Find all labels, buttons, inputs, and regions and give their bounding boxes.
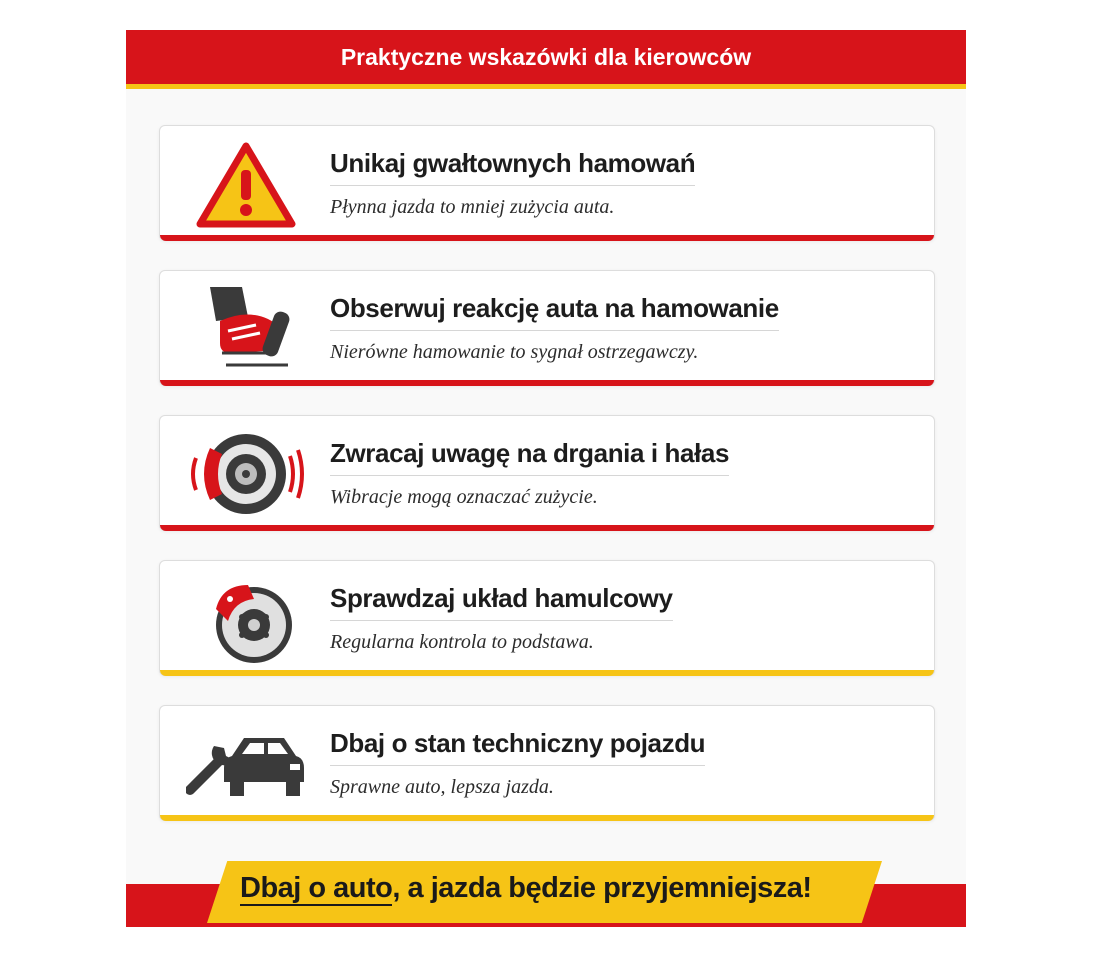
warning-triangle-icon <box>186 136 306 230</box>
footer-slogan-rest: , a jazda będzie przyjemniejsza! <box>392 872 812 904</box>
tip-card-technical-condition <box>159 705 935 821</box>
tip-card-avoid-hard-braking <box>159 125 935 241</box>
car-wrench-icon <box>186 716 306 810</box>
card-accent-bar <box>160 815 934 821</box>
tip-subtitle: Płynna jazda to mniej zużycia auta. <box>330 196 615 218</box>
card-accent-bar <box>160 235 934 241</box>
tip-subtitle: Wibracje mogą oznaczać zużycie. <box>330 486 598 508</box>
header-banner <box>126 30 966 84</box>
footer-slogan <box>240 872 812 905</box>
card-accent-bar <box>160 380 934 386</box>
tip-card-check-brakes <box>159 560 935 676</box>
card-accent-bar <box>160 670 934 676</box>
tip-title: Dbaj o stan techniczny pojazdu <box>330 728 705 766</box>
tip-subtitle: Regularna kontrola to podstawa. <box>330 631 594 653</box>
header-title: Praktyczne wskazówki dla kierowców <box>340 43 752 70</box>
tip-subtitle: Nierówne hamowanie to sygnał ostrzegawczy. <box>330 341 699 363</box>
card-accent-bar <box>160 525 934 531</box>
vibrating-brake-disc-icon <box>186 426 306 520</box>
foot-on-brake-pedal-icon <box>186 281 306 375</box>
header-accent-stripe <box>126 84 966 89</box>
tip-subtitle: Sprawne auto, lepsza jazda. <box>330 776 554 798</box>
brake-caliper-disc-icon <box>186 571 306 665</box>
footer-slogan-highlight: Dbaj o auto <box>240 872 393 904</box>
tip-title: Zwracaj uwagę na drgania i hałas <box>330 438 729 476</box>
tip-title: Obserwuj reakcję auta na hamowanie <box>330 293 779 331</box>
tip-card-observe-braking <box>159 270 935 386</box>
tip-title: Sprawdzaj układ hamulcowy <box>330 583 673 621</box>
tip-card-vibration-noise <box>159 415 935 531</box>
tip-title: Unikaj gwałtownych hamowań <box>330 148 695 186</box>
